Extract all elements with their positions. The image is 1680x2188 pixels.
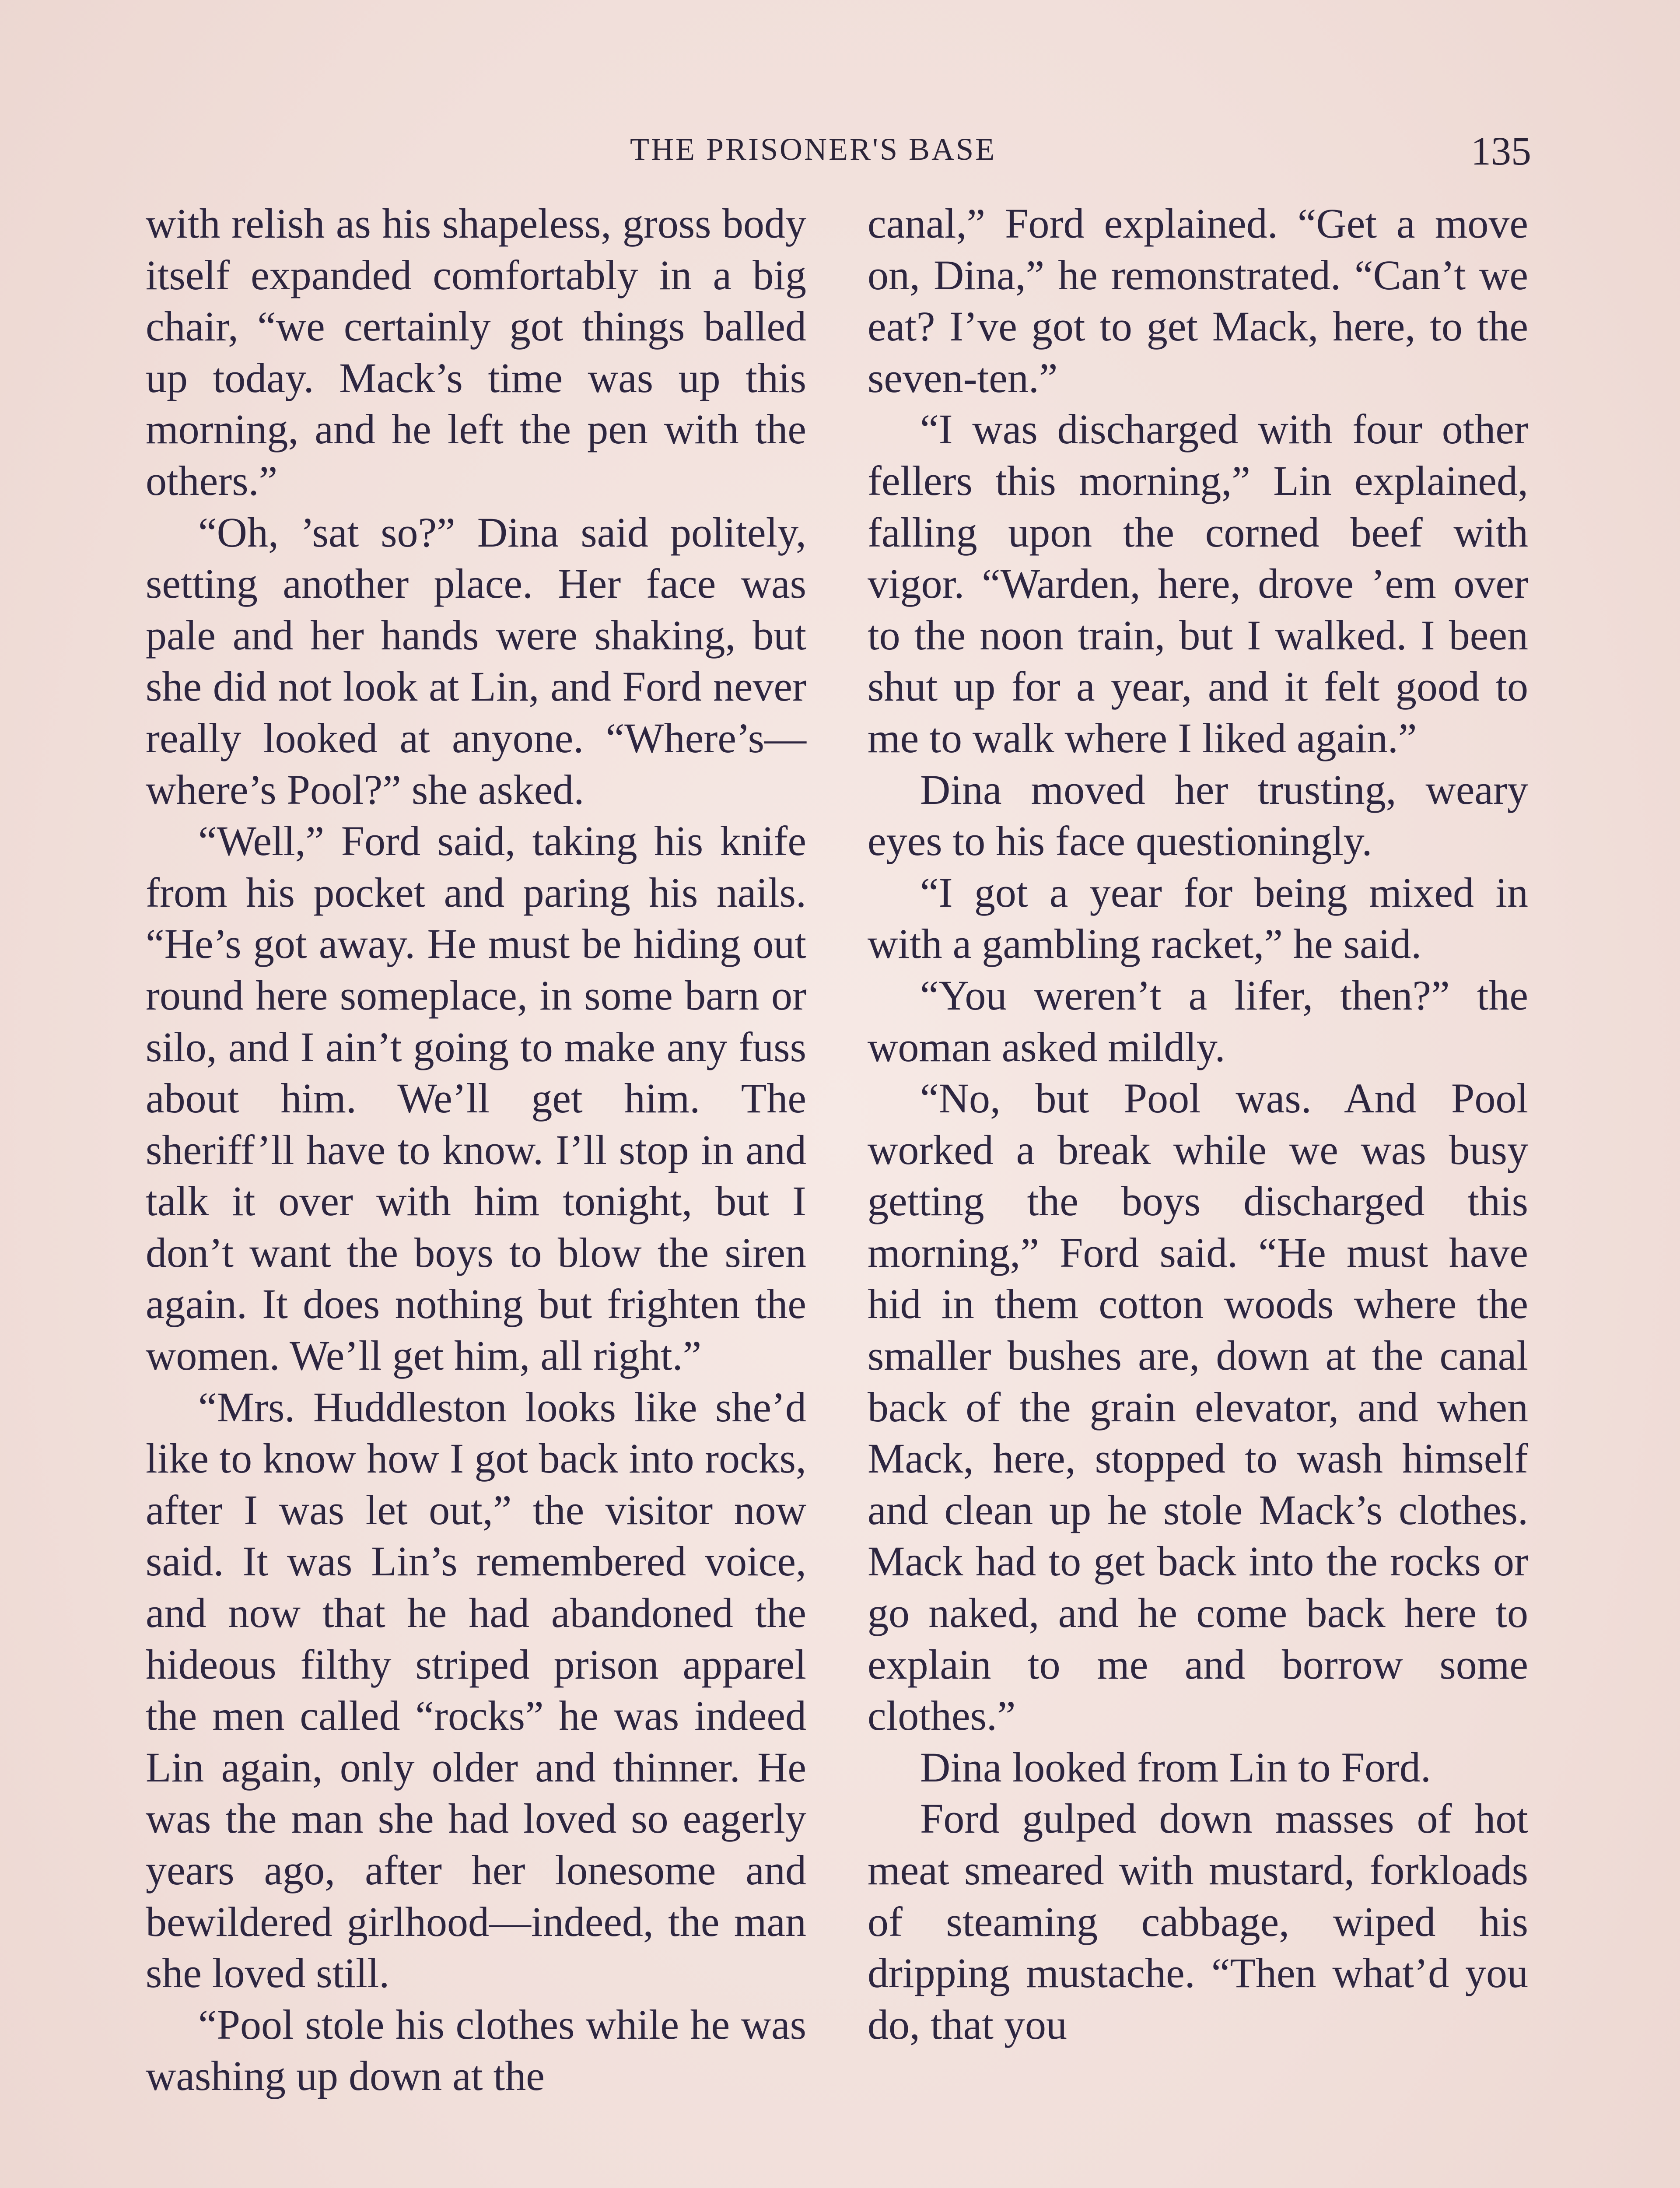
paragraph: “Oh, ’sat so?” Dina said politely, setting another place. Her face was pale and her hands were shaking, but she did not look at Lin, and Ford never really looked at anyone. “Where’s—where’s Pool?” she asked. (146, 508, 806, 813)
paragraph: canal,” Ford explained. “Get a move on, Dina,” he remonstrated. “Can’t we eat? I’ve got to get Mack, here, to the seven-ten.” (868, 200, 1528, 401)
paragraph: “Pool stole his clothes while he was washing up down at the (146, 2001, 806, 2100)
paragraph: “I got a year for being mixed in with a gambling racket,” he said. (868, 869, 1528, 968)
paragraph: Dina looked from Lin to Ford. (920, 1743, 1431, 1791)
paragraph: “Well,” Ford said, taking his knife from his pocket and paring his nails. “He’s got away. He must be hiding out round here someplace, in some barn or silo, and I ain’t going to make any fuss about him. We’ll get him. The sheriff’ll have to know. I’ll stop in and talk it over with him tonight, but I don’t want the boys to blow the siren again. It does nothing but frighten the women. We’ll get him, all right.” (146, 817, 806, 1379)
paragraph: with relish as his shapeless, gross body itself expanded comfortably in a big chair, “we certainly got things balled up today. Mack’s time was up this morning, and he left the pen with the others.” (146, 200, 806, 504)
paragraph: Ford gulped down masses of hot meat smeared with mustard, forkloads of steaming cabbage, wiped his dripping mustache. “Then what’d you do, that you (868, 1795, 1528, 2048)
paragraph: “No, but Pool was. And Pool worked a break while we was busy getting the boys discharged this morning,” Ford said. “He must have hid in them cotton woods where the smaller bushes are, down at the canal back of the grain elevator, and when Mack, here, stopped to wash himself and clean up he stole Mack’s clothes. Mack had to get back into the rocks or go naked, and he come back here to explain to me and borrow some clothes.” (868, 1075, 1528, 1739)
paragraph: Dina moved her trusting, weary eyes to his face questioningly. (868, 766, 1528, 865)
paragraph: “You weren’t a lifer, then?” the woman asked mildly. (868, 971, 1528, 1070)
running-title: THE PRISONER'S BASE (630, 132, 997, 167)
page-number: 135 (1471, 129, 1531, 173)
paragraph: “Mrs. Huddleston looks like she’d like to know how I got back into rocks, after I was let out,” the visitor now said. It was Lin’s remembered voice, and now that he had abandoned the hideous filthy striped prison apparel the men called “rocks” he was indeed Lin again, only older and thinner. He was the man she had loved so eagerly years ago, after her lonesome and bewildered girlhood—indeed, the man she loved still. (146, 1383, 806, 1997)
paragraph: “I was discharged with four other fellers this morning,” Lin explained, falling upon the corned beef with vigor. “Warden, here, drove ’em over to the noon train, but I walked. I been shut up for a year, and it felt good to me to walk where I liked again.” (868, 406, 1528, 761)
page-header (144, 131, 1531, 179)
right-column (868, 198, 1528, 2050)
left-column (146, 198, 806, 2102)
